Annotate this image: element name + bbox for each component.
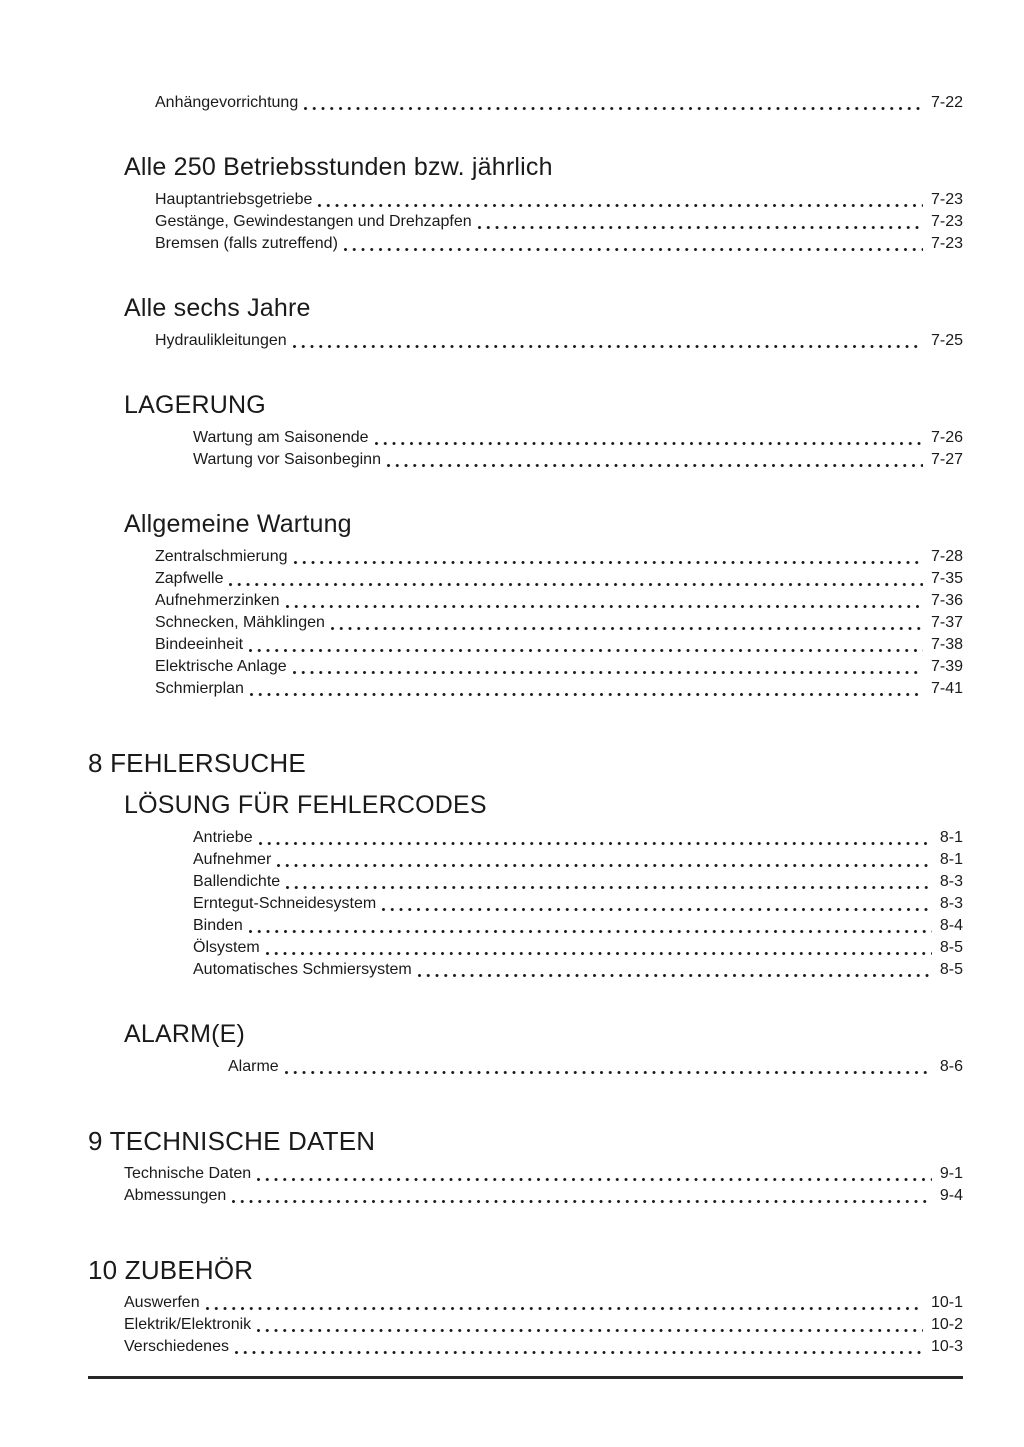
toc-entry-label: Binden [193,917,243,934]
toc-entry [155,330,963,352]
toc-entry-list [88,827,963,981]
toc-section [88,92,963,114]
leader-dots [304,107,923,110]
toc-entry-page: 8-3 [939,873,963,890]
toc-section [88,293,963,352]
leader-dots [232,1200,932,1203]
toc-entry-list [88,1292,963,1358]
toc-entry-label: Auswerfen [124,1294,200,1311]
toc-entry-label: Zapfwelle [155,570,224,587]
leader-dots [277,864,932,867]
leader-dots [293,345,923,348]
toc-entry-page: 10-3 [930,1338,963,1355]
toc-entry [193,915,963,937]
leader-dots [249,930,932,933]
toc-entry-list [88,546,963,700]
toc-entry-list [88,1163,963,1207]
toc-entry-list [88,1056,963,1078]
toc-entry [124,1163,963,1185]
toc-entry [155,590,963,612]
toc-entry-label: Verschiedenes [124,1338,229,1355]
leader-dots [257,1329,923,1332]
toc-section [88,1255,963,1358]
toc-entry [155,546,963,568]
leader-dots [257,1178,932,1181]
toc-entry [124,1292,963,1314]
toc-entry-label: Technische Daten [124,1165,252,1182]
toc-entry-label: Elektrische Anlage [155,658,287,675]
toc-section [88,390,963,471]
toc-entry-page: 8-3 [939,895,963,912]
toc-entry-label: Bindeeinheit [155,636,244,653]
toc-entry-page: 8-6 [939,1058,963,1075]
toc-entry-page: 8-4 [939,917,963,934]
leader-dots [293,671,923,674]
toc-entry [124,1185,963,1207]
leader-dots [344,248,923,251]
toc-entry-label: Schmierplan [155,680,244,697]
leader-dots [478,226,923,229]
toc-entry [155,189,963,211]
toc-entry-page: 7-22 [930,94,963,111]
toc-section [88,748,963,778]
toc-entry-label: Hydraulikleitungen [155,332,287,349]
toc-section [88,1126,963,1207]
leader-dots [266,952,932,955]
leader-dots [382,908,932,911]
table-of-contents [88,92,963,1358]
toc-entry-page: 7-37 [930,614,963,631]
leader-dots [331,627,923,630]
toc-entry-page: 7-27 [930,451,963,468]
toc-entry-label: Wartung am Saisonende [193,429,369,446]
toc-section [88,1019,963,1078]
toc-entry-page: 10-2 [930,1316,963,1333]
toc-section-heading: 8 FEHLERSUCHE [88,748,306,778]
toc-entry [124,1336,963,1358]
toc-section-heading: ALARM(E) [124,1020,246,1048]
toc-entry-page: 9-1 [939,1165,963,1182]
leader-dots [286,886,932,889]
toc-entry-page: 8-1 [939,851,963,868]
toc-section-heading: Alle sechs Jahre [124,294,311,322]
toc-entry-label: Aufnehmerzinken [155,592,280,609]
toc-entry-page: 10-1 [930,1294,963,1311]
toc-entry [193,871,963,893]
toc-entry-page: 8-1 [939,829,963,846]
toc-section [88,509,963,700]
leader-dots [286,605,923,608]
toc-entry-label: Erntegut-Schneidesystem [193,895,377,912]
toc-entry-label: Alarme [228,1058,279,1075]
toc-entry [193,827,963,849]
toc-entry [228,1056,963,1078]
toc-entry-list [88,92,963,114]
leader-dots [249,649,923,652]
toc-section-heading: 9 TECHNISCHE DATEN [88,1126,376,1156]
leader-dots [294,561,923,564]
leader-dots [206,1307,923,1310]
toc-entry-page: 7-23 [930,191,963,208]
toc-entry-label: Ölsystem [193,939,260,956]
toc-entry-label: Elektrik/Elektronik [124,1316,252,1333]
toc-section-heading: Alle 250 Betriebsstunden bzw. jährlich [124,153,553,181]
toc-entry [124,1314,963,1336]
leader-dots [259,842,932,845]
toc-entry-page: 7-35 [930,570,963,587]
toc-section [88,152,963,255]
toc-section-heading: LÖSUNG FÜR FEHLERCODES [124,791,487,819]
toc-entry-label: Schnecken, Mähklingen [155,614,325,631]
toc-entry [155,656,963,678]
toc-entry-page: 7-28 [930,548,963,565]
toc-section [88,790,963,981]
toc-entry-label: Gestänge, Gewindestangen und Drehzapfen [155,213,472,230]
toc-entry-label: Bremsen (falls zutreffend) [155,235,338,252]
toc-entry-label: Ballendichte [193,873,281,890]
leader-dots [318,204,923,207]
toc-entry-page: 7-23 [930,235,963,252]
toc-entry [155,568,963,590]
toc-entry-label: Wartung vor Saisonbeginn [193,451,381,468]
toc-entry-page: 8-5 [939,939,963,956]
toc-entry-list [88,189,963,255]
toc-entry-list [88,330,963,352]
toc-entry-label: Anhängevorrichtung [155,94,299,111]
toc-section-heading: 10 ZUBEHÖR [88,1255,254,1285]
leader-dots [235,1351,923,1354]
toc-entry-page: 7-26 [930,429,963,446]
toc-entry [193,449,963,471]
toc-section-heading: LAGERUNG [124,391,266,419]
leader-dots [285,1071,932,1074]
leader-dots [418,974,932,977]
toc-entry-page: 7-39 [930,658,963,675]
toc-entry-label: Abmessungen [124,1187,227,1204]
toc-entry-page: 7-41 [930,680,963,697]
leader-dots [229,583,922,586]
toc-entry [193,937,963,959]
toc-entry-list [88,427,963,471]
toc-entry [193,959,963,981]
toc-entry [155,634,963,656]
toc-entry [193,427,963,449]
toc-entry-label: Automatisches Schmiersystem [193,961,412,978]
toc-entry [193,893,963,915]
leader-dots [375,442,923,445]
toc-entry-page: 8-5 [939,961,963,978]
toc-entry-page: 9-4 [939,1187,963,1204]
toc-entry [193,849,963,871]
toc-entry-page: 7-23 [930,213,963,230]
toc-entry-label: Hauptantriebsgetriebe [155,191,313,208]
toc-entry [155,233,963,255]
leader-dots [250,693,923,696]
footer-divider [88,1376,963,1379]
toc-entry [155,678,963,700]
toc-entry-label: Zentralschmierung [155,548,288,565]
toc-entry-page: 7-38 [930,636,963,653]
toc-entry-page: 7-25 [930,332,963,349]
toc-entry [155,612,963,634]
toc-entry-label: Antriebe [193,829,253,846]
leader-dots [387,464,923,467]
toc-entry-label: Aufnehmer [193,851,272,868]
toc-entry [155,211,963,233]
toc-entry-page: 7-36 [930,592,963,609]
toc-entry [155,92,963,114]
toc-section-heading: Allgemeine Wartung [124,510,352,538]
